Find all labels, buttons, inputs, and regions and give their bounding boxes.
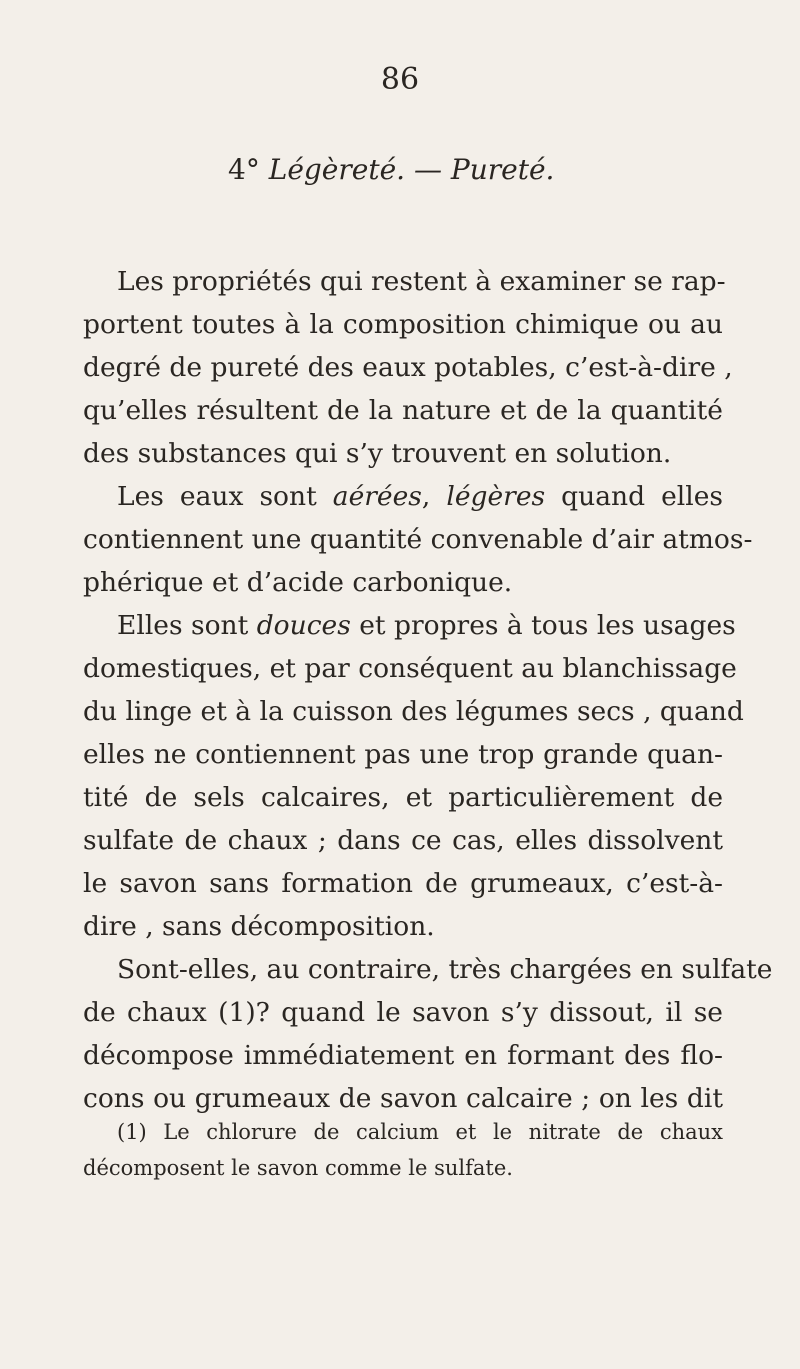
footnote [83, 1114, 723, 1186]
text-line: Les propriétés qui restent à examiner se rap- [117, 266, 726, 297]
text-run: et propres à tous les usages [350, 610, 736, 641]
text-run: Les eaux sont [117, 481, 333, 512]
text-line: cons ou grumeaux de savon calcaire ; on les dit [83, 1083, 723, 1114]
text-line: dire , sans décomposition. [83, 911, 435, 942]
emphasis-aerees: aérées [332, 481, 422, 512]
text-line: du linge et à la cuisson des légumes secs , quand [83, 696, 744, 727]
title-separator: — [405, 153, 451, 186]
body-text [83, 260, 773, 1120]
text-line: contiennent une quantité convenable d’air atmos- [83, 524, 753, 555]
section-number: 4° [228, 153, 269, 186]
text-line: le savon sans formation de grumeaux, c’est-à- [83, 868, 723, 899]
text-line: de chaux (1)? quand le savon s’y dissout, il se [83, 997, 723, 1028]
title-part-2: Pureté. [450, 153, 555, 186]
text-run: Elles sont [117, 610, 257, 641]
text-line: décompose immédiatement en formant des flo- [83, 1040, 723, 1071]
emphasis-legeres: légères [446, 481, 546, 512]
text-line: degré de pureté des eaux potables, c’est-à-dire , [83, 352, 733, 383]
text-line: portent toutes à la composition chimique ou au [83, 309, 723, 340]
section-title [228, 153, 554, 186]
text-line: domestiques, et par conséquent au blanchissage [83, 653, 737, 684]
footnote-line: (1) Le chlorure de calcium et le nitrate de chaux [117, 1120, 723, 1144]
text-line: tité de sels calcaires, et particulièrement de [83, 782, 723, 813]
text-line [83, 475, 723, 518]
text-line [83, 604, 736, 647]
text-line: elles ne contiennent pas une trop grande quan- [83, 739, 723, 770]
text-line: des substances qui s’y trouvent en solution. [83, 438, 672, 469]
page-number: 86 [380, 62, 420, 97]
text-run: , [421, 481, 447, 512]
emphasis-douces: douces [256, 610, 351, 641]
title-part-1: Légèreté. [268, 153, 406, 186]
text-line: qu’elles résultent de la nature et de la quantité [83, 395, 723, 426]
footnote-line: décomposent le savon comme le sulfate. [83, 1156, 513, 1180]
text-line: sulfate de chaux ; dans ce cas, elles dissolvent [83, 825, 723, 856]
text-run: quand elles [545, 481, 723, 512]
text-line: phérique et d’acide carbonique. [83, 567, 513, 598]
text-line: Sont-elles, au contraire, très chargées en sulfate [117, 954, 773, 985]
